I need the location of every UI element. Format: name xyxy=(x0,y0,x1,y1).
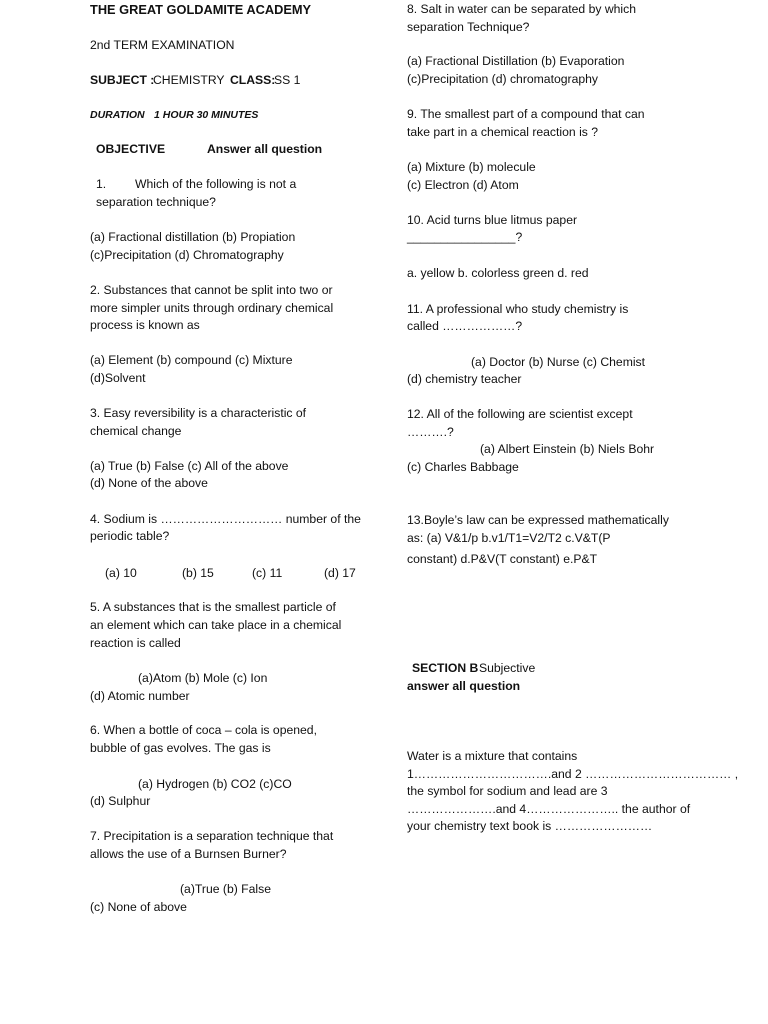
answer-options: (c) Electron (d) Atom xyxy=(407,178,519,192)
answer-options: (a) True (b) False (c) All of the above xyxy=(90,459,289,473)
question-text: more simpler units through ordinary chemical xyxy=(90,301,334,315)
answer-options: (a)Atom (b) Mole (c) Ion xyxy=(138,671,268,685)
question-text: constant) d.P&V(T constant) e.P&T xyxy=(407,552,598,566)
question-text: 8. Salt in water can be separated by which xyxy=(407,2,636,16)
section-b-label: SECTION B xyxy=(412,661,479,675)
answer-options: (a) Element (b) compound (c) Mixture xyxy=(90,353,293,367)
question-text: 10. Acid turns blue litmus paper xyxy=(407,213,578,227)
question-text: the symbol for sodium and lead are 3 xyxy=(407,784,608,798)
answer-option-a: (a) 10 xyxy=(105,566,137,580)
class-label: CLASS: xyxy=(230,73,276,87)
answer-options: (a) Albert Einstein (b) Niels Bohr xyxy=(480,442,655,456)
question-text: periodic table? xyxy=(90,529,170,543)
question-text: 4. Sodium is ………………………… number of the xyxy=(90,512,361,526)
answer-options: (a) Mixture (b) molecule xyxy=(407,160,536,174)
question-text: bubble of gas evolves. The gas is xyxy=(90,741,271,755)
section-b-instruction: answer all question xyxy=(407,679,521,693)
answer-options: (d) None of the above xyxy=(90,476,208,490)
question-text: process is known as xyxy=(90,318,200,332)
question-text: as: (a) V&1/p b.v1/T1=V2/T2 c.V&T(P xyxy=(407,531,611,545)
answer-blank: ________________? xyxy=(407,230,523,244)
exam-title: 2nd TERM EXAMINATION xyxy=(90,38,235,52)
question-text: 6. When a bottle of coca – cola is opened, xyxy=(90,723,317,737)
question-text: 13.Boyle’s law can be expressed mathematically xyxy=(407,513,669,527)
answer-options: (c)Precipitation (d) Chromatography xyxy=(90,248,284,262)
answer-options: (d) Atomic number xyxy=(90,689,190,703)
section-a-label: OBJECTIVE xyxy=(96,142,166,156)
answer-options: (a)True (b) False xyxy=(180,882,271,896)
question-text: take part in a chemical reaction is ? xyxy=(407,125,599,139)
answer-options: (c)Precipitation (d) chromatography xyxy=(407,72,599,86)
question-text: chemical change xyxy=(90,424,182,438)
answer-options: (c) Charles Babbage xyxy=(407,460,519,474)
subject-label: SUBJECT : xyxy=(90,73,155,87)
question-text: called ………………? xyxy=(407,319,523,333)
answer-option-b: (b) 15 xyxy=(182,566,214,580)
section-b-type: Subjective xyxy=(479,661,536,675)
school-name: THE GREAT GOLDAMITE ACADEMY xyxy=(90,2,312,17)
question-text: allows the use of a Burnsen Burner? xyxy=(90,847,287,861)
section-a-instruction: Answer all question xyxy=(207,142,323,156)
answer-options: (a) Hydrogen (b) CO2 (c)CO xyxy=(138,777,292,791)
question-text: 11. A professional who study chemistry is xyxy=(407,302,629,316)
answer-options: (a) Fractional distillation (b) Propiation xyxy=(90,230,296,244)
question-text: 2. Substances that cannot be split into two or xyxy=(90,283,333,297)
answer-options: (d)Solvent xyxy=(90,371,146,385)
question-text: 12. All of the following are scientist except xyxy=(407,407,633,421)
answer-options: (d) chemistry teacher xyxy=(407,372,522,386)
answer-options: (c) None of above xyxy=(90,900,187,914)
question-text: reaction is called xyxy=(90,636,181,650)
question-text: your chemistry text book is …………………… xyxy=(407,819,653,833)
question-text: Water is a mixture that contains xyxy=(407,749,578,763)
question-text: separation Technique? xyxy=(407,20,530,34)
answer-options: (d) Sulphur xyxy=(90,794,151,808)
question-text: 1…………………………….and 2 ……………………………… , xyxy=(407,767,739,781)
answer-option-c: (c) 11 xyxy=(252,566,283,580)
answer-options: a. yellow b. colorless green d. red xyxy=(407,266,589,280)
question-text: separation technique? xyxy=(96,195,216,209)
duration-value: 1 HOUR 30 MINUTES xyxy=(154,109,259,121)
question-text: an element which can take place in a chemical xyxy=(90,618,342,632)
question-text: 3. Easy reversibility is a characteristic of xyxy=(90,406,307,420)
question-text: 5. A substances that is the smallest particle of xyxy=(90,600,336,614)
answer-option-d: (d) 17 xyxy=(324,566,356,580)
question-text: 9. The smallest part of a compound that can xyxy=(407,107,645,121)
answer-options: (a) Doctor (b) Nurse (c) Chemist xyxy=(471,355,646,369)
answer-options: (a) Fractional Distillation (b) Evaporation xyxy=(407,54,625,68)
subject-value: CHEMISTRY xyxy=(153,73,225,87)
class-value: SS 1 xyxy=(274,73,301,87)
question-text: ………………….and 4………………….. the author of xyxy=(407,802,691,816)
question-number: 1. xyxy=(96,177,107,191)
question-text: ……….? xyxy=(407,425,454,439)
question-text: Which of the following is not a xyxy=(135,177,297,191)
duration-label: DURATION xyxy=(90,109,145,121)
question-text: 7. Precipitation is a separation technique that xyxy=(90,829,334,843)
